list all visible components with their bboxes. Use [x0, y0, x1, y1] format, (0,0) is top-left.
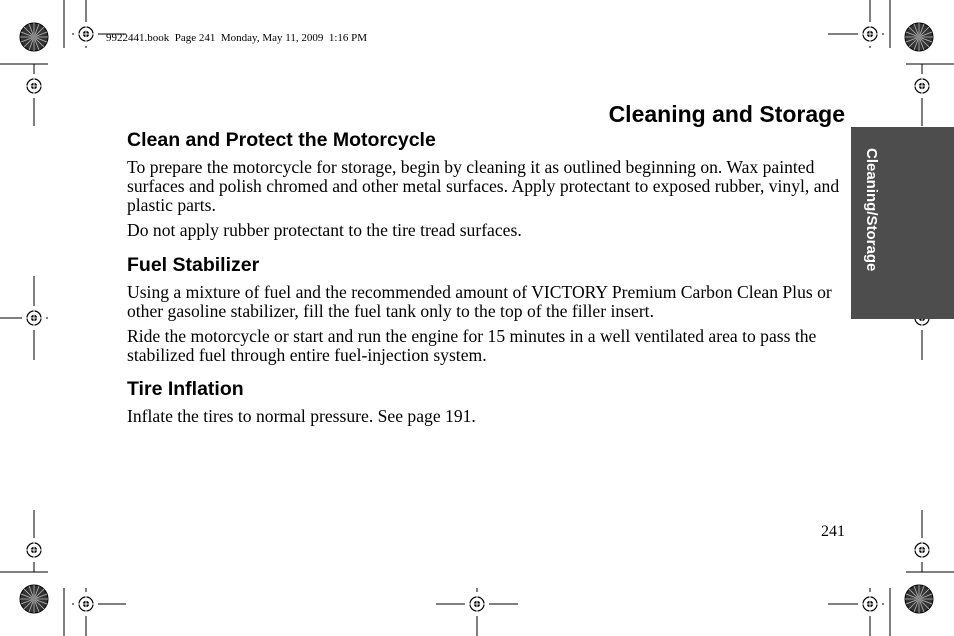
side-tab-label: Cleaning/Storage [863, 148, 880, 272]
paragraph: Inflate the tires to normal pressure. See page 191. [127, 406, 476, 426]
chapter-title: Cleaning and Storage [608, 101, 845, 127]
section-heading: Clean and Protect the Motorcycle [127, 129, 436, 151]
paragraph: Ride the motorcycle or start and run the engine for 15 minutes in a well ventilated area to pass the stabilized fuel through entire fuel-injection system. [127, 326, 817, 365]
paragraph: Using a mixture of fuel and the recommended amount of VICTORY Premium Carbon Clean Plus or other gasoline stabilizer, fill the fuel tank only to the top of the filler insert. [127, 282, 832, 321]
section-heading: Fuel Stabilizer [127, 254, 260, 276]
registration-star-top-right [905, 23, 933, 51]
section-clean-protect [127, 128, 847, 240]
section-fuel-stabilizer [127, 253, 847, 365]
registration-star-bottom-left [20, 585, 48, 613]
registration-star-bottom-right [905, 585, 933, 613]
page-number: 241 [821, 523, 845, 540]
section-heading: Tire Inflation [127, 378, 244, 400]
section-tire-inflation [127, 377, 847, 426]
paragraph: Do not apply rubber protectant to the tire tread surfaces. [127, 220, 522, 240]
paragraph: To prepare the motorcycle for storage, begin by cleaning it as outlined beginning on. Wax painted surfaces and polish chromed and other metal surfaces. Apply protectant to exposed rubber, vinyl, and plastic parts. [127, 157, 840, 215]
registration-star-top-left [20, 23, 48, 51]
print-header: 9922441.book Page 241 Monday, May 11, 2009 1:16 PM [106, 32, 368, 44]
